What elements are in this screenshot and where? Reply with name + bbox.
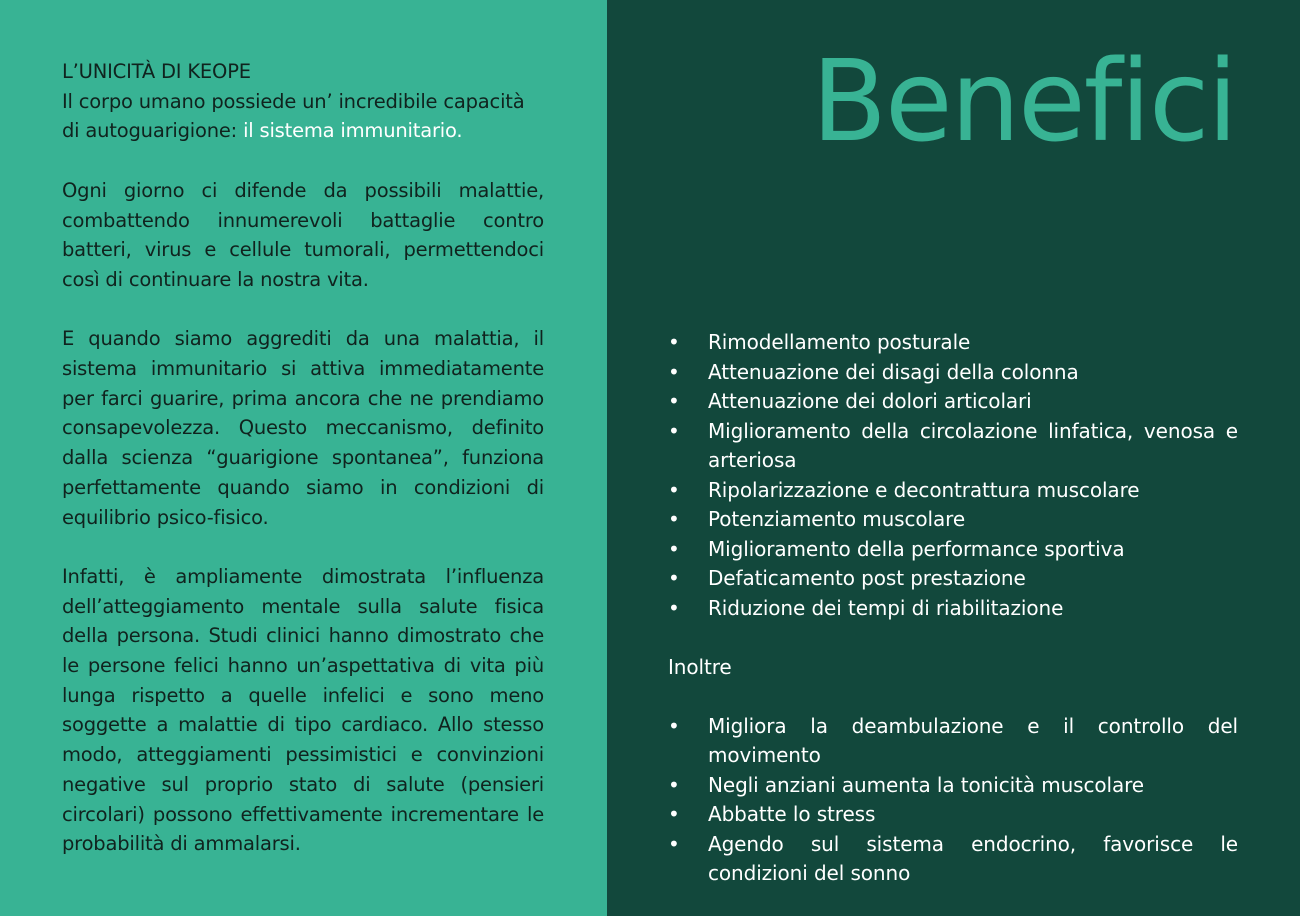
bullet-icon: •	[668, 772, 680, 797]
bullet-icon: •	[668, 389, 680, 413]
bullet-icon: •	[668, 566, 680, 590]
list-item	[668, 712, 1238, 771]
list-item	[668, 830, 1238, 889]
extra-heading: Inoltre	[668, 654, 732, 679]
spacer	[62, 532, 544, 562]
bullet-icon: •	[668, 595, 680, 620]
bullet-icon: •	[668, 802, 680, 826]
list-item-text: Potenziamento muscolare	[708, 507, 966, 531]
list-item	[668, 417, 1238, 476]
paragraph-3: Infatti, è ampliamente dimostrata l’influenza dell’atteggiamento mentale sulla salute fisica della persona. Studi clinici hanno dimostrato che le persone felici hanno un’aspettativa di vita più lunga rispetto a quelle infelici e sono meno soggette a malattie di tipo cardiaco. Allo stesso modo, atteggiamenti pessimistici e convinzioni negative sul proprio stato di salute (pensieri circolari) possono effettivamente incrementare le probabilità di ammalarsi.	[62, 564, 544, 856]
list-item-text: Abbatte lo stress	[708, 802, 876, 826]
spacer	[668, 623, 1238, 653]
paragraph-1: Ogni giorno ci difende da possibili malattie, combattendo innumerevoli battaglie contro batteri, virus e cellule tumorali, permettendoci così di continuare la nostra vita.	[62, 178, 544, 291]
list-item	[668, 594, 1238, 624]
bullet-icon: •	[668, 418, 680, 443]
spacer	[668, 682, 1238, 712]
list-item	[668, 771, 1238, 801]
list-item-text: Miglioramento della circolazione linfatica, venosa e arteriosa	[708, 418, 1238, 472]
list-item-text: Migliora la deambulazione e il controllo del movimento	[708, 713, 1238, 767]
spacer	[62, 295, 544, 325]
extra-list	[668, 712, 1238, 889]
bullet-icon: •	[668, 330, 680, 354]
list-item-text: Attenuazione dei disagi della colonna	[708, 359, 1079, 384]
benefits-column	[668, 328, 1238, 889]
list-item-text: Negli anziani aumenta la tonicità muscolare	[708, 772, 1145, 797]
list-item	[668, 328, 1238, 358]
list-item-text: Agendo sul sistema endocrino, favorisce le condizioni del sonno	[708, 831, 1238, 885]
list-item-text: Defaticamento post prestazione	[708, 566, 1026, 590]
list-item	[668, 505, 1238, 535]
list-item	[668, 358, 1238, 388]
bullet-icon: •	[668, 831, 680, 856]
benefits-list	[668, 328, 1238, 623]
list-item-text: Ripolarizzazione e decontrattura muscolare	[708, 477, 1140, 502]
intro-highlight: il sistema immunitario.	[243, 119, 463, 143]
bullet-icon: •	[668, 713, 680, 738]
left-panel	[0, 0, 607, 916]
list-item	[668, 800, 1238, 830]
list-item-text: Attenuazione dei dolori articolari	[708, 389, 1032, 413]
list-item	[668, 476, 1238, 506]
paragraph-2: E quando siamo aggrediti da una malattia, il sistema immunitario si attiva immediatamente per farci guarire, prima ancora che ne prendiamo consapevolezza. Questo meccanismo, definito dalla scienza “guarigione spontanea”, funziona perfettamente quando siamo in condizioni di equilibrio psico-fisico.	[62, 327, 544, 529]
left-text-column	[62, 57, 544, 859]
intro-text: Il corpo umano possiede un’ incredibile capacità di autoguarigione:	[62, 89, 525, 143]
page-title: Benefici	[811, 37, 1236, 167]
list-item	[668, 564, 1238, 594]
bullet-icon: •	[668, 536, 680, 561]
list-item-text: Rimodellamento posturale	[708, 330, 971, 354]
spacer	[62, 146, 544, 176]
section-heading: L’UNICITÀ DI KEOPE	[62, 60, 251, 83]
list-item-text: Riduzione dei tempi di riabilitazione	[708, 595, 1064, 620]
list-item-text: Miglioramento della performance sportiva	[708, 536, 1125, 561]
bullet-icon: •	[668, 507, 680, 531]
bullet-icon: •	[668, 359, 680, 384]
list-item	[668, 535, 1238, 565]
bullet-icon: •	[668, 477, 680, 502]
intro-paragraph	[62, 87, 544, 146]
list-item	[668, 387, 1238, 417]
